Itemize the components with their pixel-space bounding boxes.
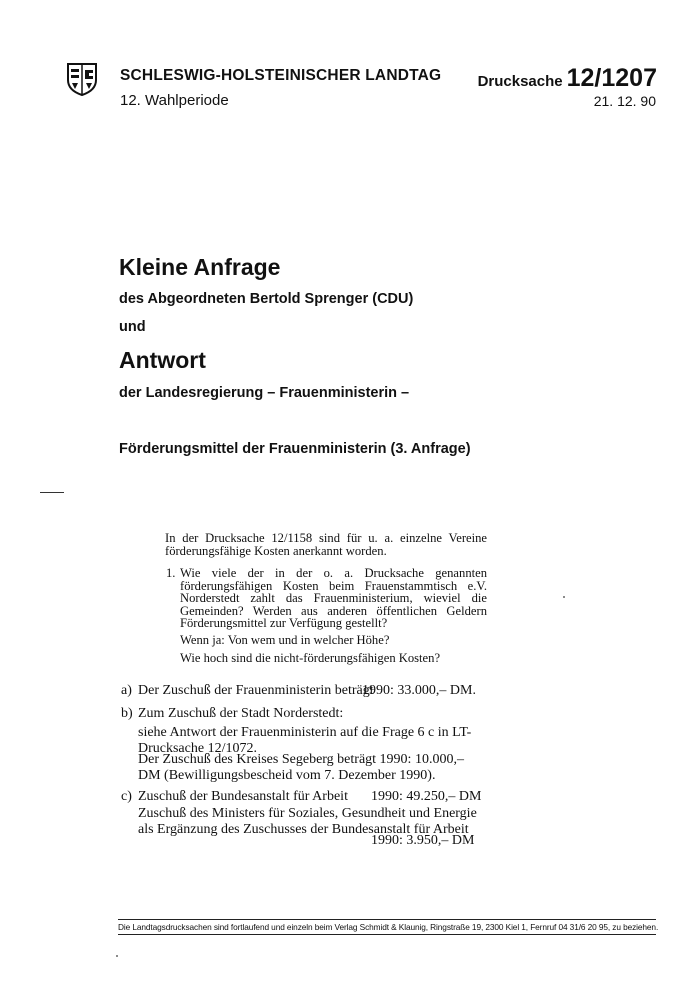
document-number (478, 64, 657, 93)
coat-of-arms-icon (66, 62, 98, 96)
question-followup-2: Wie hoch sind die nicht-förderungsfähigen Kosten? (180, 650, 441, 665)
answer-c-label: c) (121, 789, 132, 804)
answer-c-line1: Zuschuß des Ministers für Soziales, Gesundheit und Energie als Ergänzung des Zuschusses der Bundesanstalt für Arbeit (138, 806, 477, 837)
question-number: 1. (166, 566, 176, 580)
question-text-block (180, 567, 487, 664)
document-number-value: 12/1207 (566, 64, 657, 92)
parliament-name: SCHLESWIG-HOLSTEINISCHER LANDTAG (120, 67, 442, 84)
subject-line: Förderungsmittel der Frauenministerin (3. Anfrage) (119, 441, 471, 457)
answer-b-line1: siehe Antwort der Frauenministerin auf die Frage 6 c in LT-Drucksache 12/1072. (138, 725, 472, 756)
respondent-line: der Landesregierung – Frauenministerin – (119, 385, 410, 401)
document-date: 21. 12. 90 (593, 93, 656, 109)
answer-a-amount: 1990: 33.000,– DM. (362, 683, 476, 698)
conjunction-and: und (119, 319, 146, 335)
scan-speck (116, 955, 118, 957)
document-number-label: Drucksache (477, 73, 563, 90)
answer-c-line2: 1990: 3.950,– DM (371, 833, 475, 848)
footer-rule-top (118, 919, 656, 920)
answer-b-line2: Der Zuschuß des Kreises Segeberg beträgt 1990: 10.000,– DM (Bewilligungsbescheid vom 7. Dezember 1990). (138, 752, 464, 783)
answer-title: Antwort (119, 347, 206, 373)
answer-c-amount: 1990: 49.250,– DM (371, 789, 482, 804)
scan-speck (563, 596, 565, 598)
question-intro: In der Drucksache 12/1158 sind für u. a. einzelne Vereine förderungsfähige Kosten anerkannt worden. (165, 531, 487, 558)
question-text: Wie viele der in der o. a. Drucksache genannten förderungsfähigen Kosten beim Frauenstammtisch e.V. Norderstedt zahlt das Frauenministerium, wieviel die Gemeinden? Werden aus anderen öffentlichen Geldern Förderungsmittel zur Verfügung gestellt? (180, 566, 487, 631)
answer-a-text: Der Zuschuß der Frauenministerin beträgt (138, 683, 374, 698)
electoral-period: 12. Wahlperiode (120, 92, 229, 109)
answer-b-label: b) (121, 706, 133, 721)
footer-rule-bottom (118, 934, 656, 935)
inquirer-line: des Abgeordneten Bertold Sprenger (CDU) (119, 291, 414, 307)
answer-b-text: Zum Zuschuß der Stadt Norderstedt: (138, 706, 344, 721)
document-type-title: Kleine Anfrage (119, 254, 281, 280)
answer-a-label: a) (121, 683, 132, 698)
question-followup-1: Wenn ja: Von wem und in welcher Höhe? (180, 632, 390, 647)
footer-note: Die Landtagsdrucksachen sind fortlaufend und einzeln beim Verlag Schmidt & Klaunig, Ringstraße 19, 2300 Kiel 1, Fernruf 04 31/6 20 95, zu beziehen. (118, 922, 659, 932)
margin-mark (40, 492, 64, 493)
answer-c-text: Zuschuß der Bundesanstalt für Arbeit (138, 789, 348, 804)
